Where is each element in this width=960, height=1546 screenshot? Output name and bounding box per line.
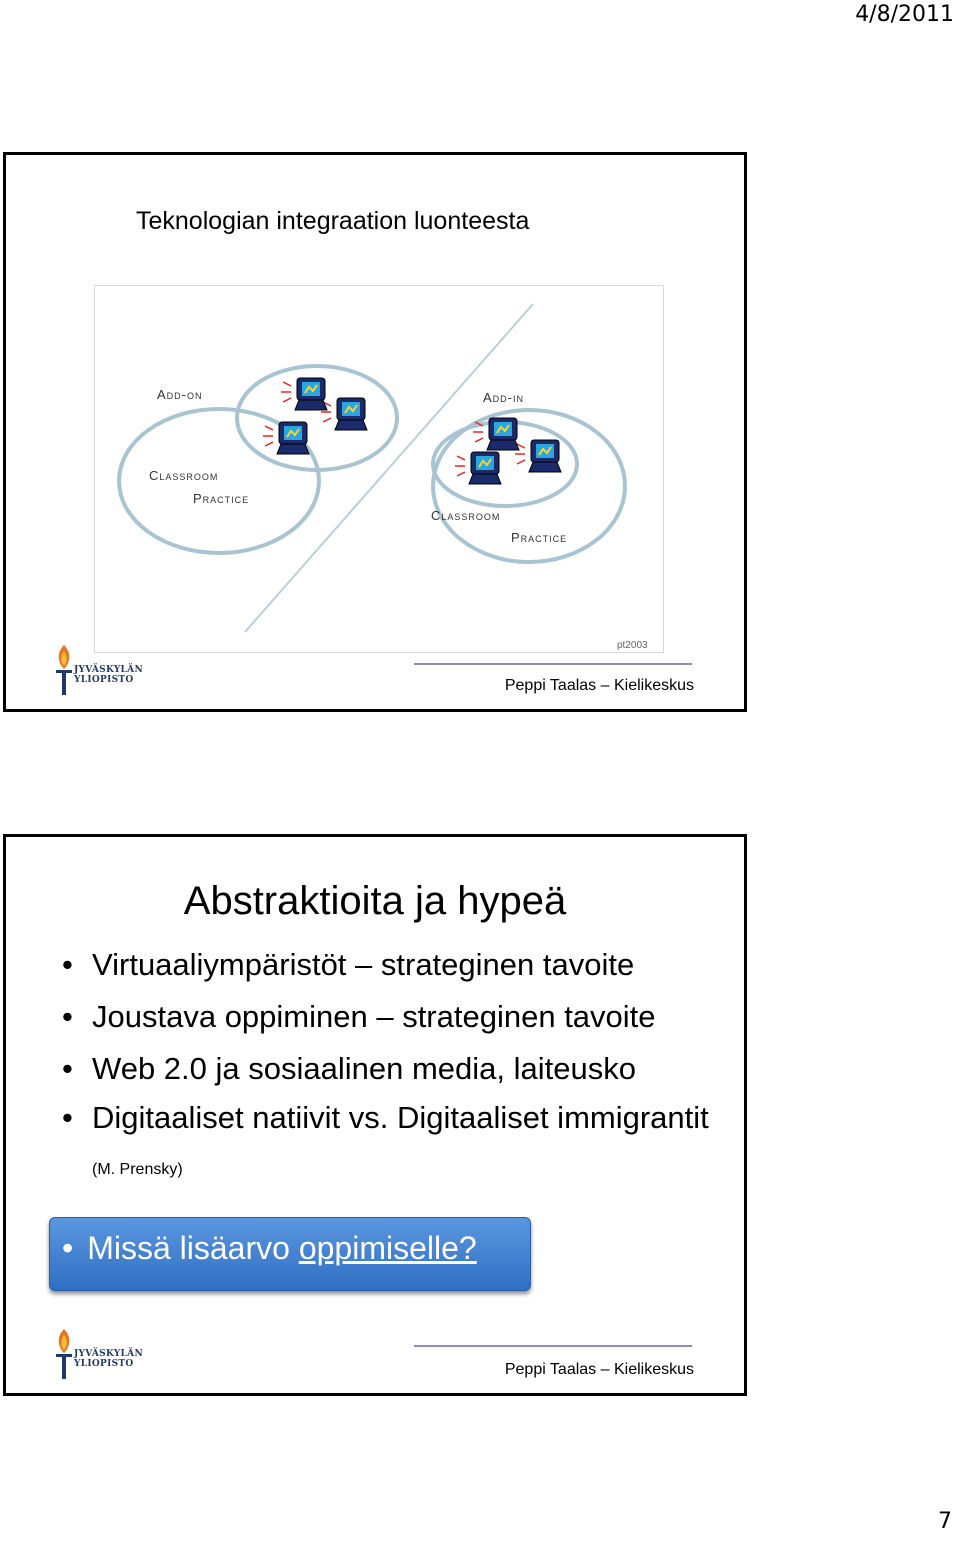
footer-divider (414, 1345, 692, 1347)
page-date: 4/8/2011 (855, 2, 954, 27)
bullet-item: • Joustava oppiminen – strateginen tavoite (62, 991, 722, 1043)
university-logo (52, 643, 182, 699)
slide-2 (3, 834, 747, 1396)
bullet-list (62, 939, 722, 1193)
bullet-item: • Digitaaliset natiivit vs. Digitaaliset immigrantit (M. Prensky) (62, 1095, 722, 1193)
computer-icon (515, 440, 561, 472)
callout-box (49, 1217, 531, 1291)
bullet-item: • Web 2.0 ja sosiaalinen media, laiteusko (62, 1043, 722, 1095)
classroom-label-left: Classroom (149, 468, 219, 483)
computer-icon (455, 452, 501, 484)
classroom-label-right: Classroom (431, 508, 501, 523)
practice-label-right: Practice (511, 530, 568, 545)
computer-icon (281, 378, 327, 410)
slide-2-title: Abstraktioita ja hypeä (183, 879, 567, 923)
integration-diagram (95, 286, 663, 652)
slide-2-footer: Peppi Taalas – Kielikeskus (504, 1361, 694, 1378)
logo-text: JYVÄSKYLÄN YLIOPISTO (74, 1349, 143, 1369)
add-on-label: Add-on (157, 387, 203, 402)
university-logo (52, 1327, 182, 1383)
bullet-item: • Virtuaaliympäristöt – strateginen tavoite (62, 939, 722, 991)
callout-text: • Missä lisäarvo oppimiselle? (62, 1230, 477, 1266)
page-number: 7 (938, 1509, 952, 1534)
add-in-label: Add-in (483, 390, 524, 405)
torch-icon (52, 643, 76, 695)
footer-divider (414, 663, 692, 665)
torch-icon (52, 1327, 76, 1379)
logo-text: JYVÄSKYLÄN YLIOPISTO (74, 665, 143, 685)
computer-icon (263, 422, 309, 454)
callout-link[interactable]: oppimiselle? (298, 1230, 477, 1266)
figure-credit: pt2003 (617, 640, 648, 651)
slide-1 (3, 152, 747, 712)
slide-1-footer: Peppi Taalas – Kielikeskus (504, 677, 694, 694)
integration-figure (94, 285, 664, 653)
practice-label-left: Practice (193, 491, 250, 506)
slide-1-title: Teknologian integraation luonteesta (136, 207, 530, 235)
computer-icon (321, 398, 367, 430)
citation-note: (M. Prensky) (92, 1161, 183, 1178)
